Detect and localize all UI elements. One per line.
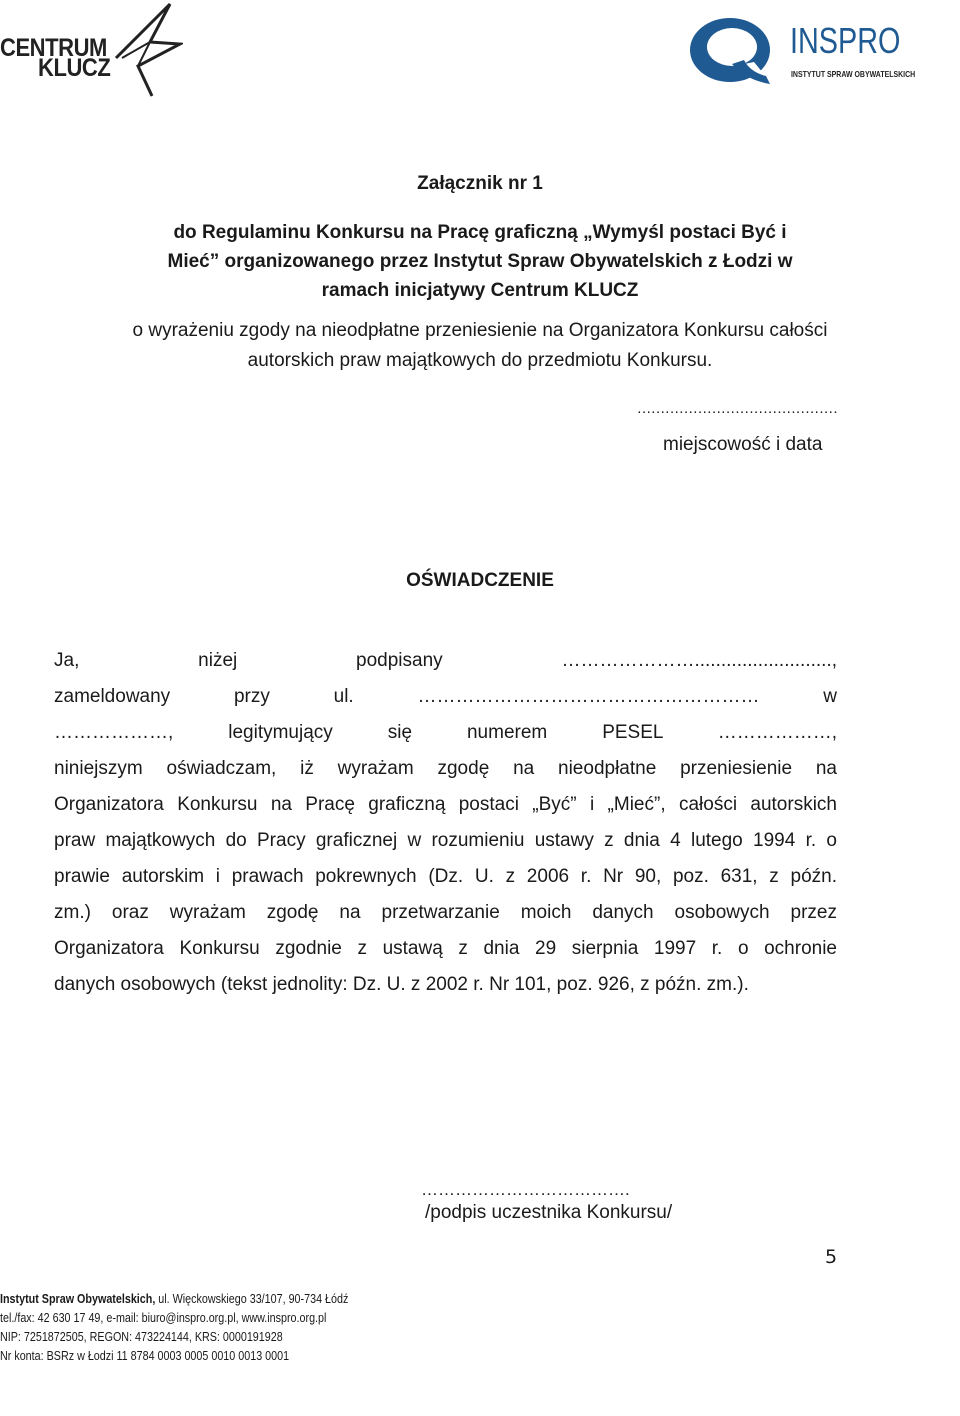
inspro-logo bbox=[686, 14, 916, 94]
body-line: Ja, niżej podpisany ………………….........................., bbox=[54, 650, 837, 671]
signature-dots: ………………………………. bbox=[421, 1180, 630, 1199]
intro-line: o wyrażeniu zgody na nieodpłatne przeniesienie na Organizatora Konkursu całości bbox=[132, 320, 828, 341]
body-line: ………………, legitymujący się numerem PESEL ………………, bbox=[54, 722, 837, 743]
key-star-icon bbox=[108, 0, 183, 100]
footer-registry-line: NIP: 7251872505, REGON: 473224144, KRS: 0000191928 bbox=[0, 1330, 283, 1344]
footer-org-address: ul. Więckowskiego 33/107, 90-734 Łódź bbox=[155, 1292, 349, 1306]
logo-word-centrum: CENTRUM bbox=[0, 34, 107, 62]
place-date-dots: ........................................... bbox=[637, 400, 838, 417]
body-line: Organizatora Konkursu zgodnie z ustawą z dnia 29 sierpnia 1997 r. o ochronie bbox=[54, 938, 837, 959]
page-number: 5 bbox=[825, 1246, 838, 1268]
signature-label: /podpis uczestnika Konkursu/ bbox=[425, 1202, 673, 1223]
body-line: niniejszym oświadczam, iż wyrażam zgodę na nieodpłatne przeniesienie na bbox=[54, 758, 837, 779]
centrum-klucz-logo bbox=[0, 0, 185, 100]
annex-title: Załącznik nr 1 bbox=[417, 173, 543, 194]
body-line: zm.) oraz wyrażam zgodę na przetwarzanie moich danych osobowych przez bbox=[54, 902, 837, 923]
footer-account-line: Nr konta: BSRz w Łodzi 11 8784 0003 0005 0010 0013 0001 bbox=[0, 1349, 290, 1363]
statement-heading: OŚWIADCZENIE bbox=[406, 570, 554, 591]
body-line: prawie autorskim i prawach pokrewnych (Dz. U. z 2006 r. Nr 90, poz. 631, z późn. bbox=[54, 866, 837, 887]
footer-address-line bbox=[0, 1290, 348, 1309]
subtitle-line: Mieć” organizowanego przez Instytut Spraw Obywatelskich z Łodzi w bbox=[167, 251, 793, 272]
subtitle-line: ramach inicjatywy Centrum KLUCZ bbox=[321, 280, 639, 301]
footer-org-name: Instytut Spraw Obywatelskich, bbox=[0, 1292, 156, 1306]
q-emblem-icon bbox=[686, 14, 790, 94]
body-line: praw majątkowych do Pracy graficznej w rozumieniu ustawy z dnia 4 lutego 1994 r. o bbox=[54, 830, 837, 851]
inspro-wordmark: INSPRO bbox=[790, 20, 901, 61]
body-line: danych osobowych (tekst jednolity: Dz. U. z 2002 r. Nr 101, poz. 926, z późn. zm.). bbox=[54, 974, 749, 995]
body-line: Organizatora Konkursu na Pracę graficzną postaci „Być” i „Mieć”, całości autorskich bbox=[54, 794, 837, 815]
footer-contact-block bbox=[0, 1290, 348, 1366]
consent-intro bbox=[0, 316, 960, 376]
footer-contact-line: tel./fax: 42 630 17 49, e-mail: biuro@inspro.org.pl, www.inspro.org.pl bbox=[0, 1311, 327, 1325]
inspro-tagline: INSTYTUT SPRAW OBYWATELSKICH bbox=[791, 69, 916, 79]
logo-word-klucz: KLUCZ bbox=[38, 54, 111, 82]
document-subtitle bbox=[0, 218, 960, 305]
body-line: zameldowany przy ul. ……………………………………………… w bbox=[54, 686, 837, 707]
intro-line: autorskich praw majątkowych do przedmiotu Konkursu. bbox=[247, 350, 713, 371]
subtitle-line: do Regulaminu Konkursu na Pracę graficzną „Wymyśl postaci Być i bbox=[173, 222, 787, 243]
place-date-label: miejscowość i data bbox=[663, 434, 823, 455]
